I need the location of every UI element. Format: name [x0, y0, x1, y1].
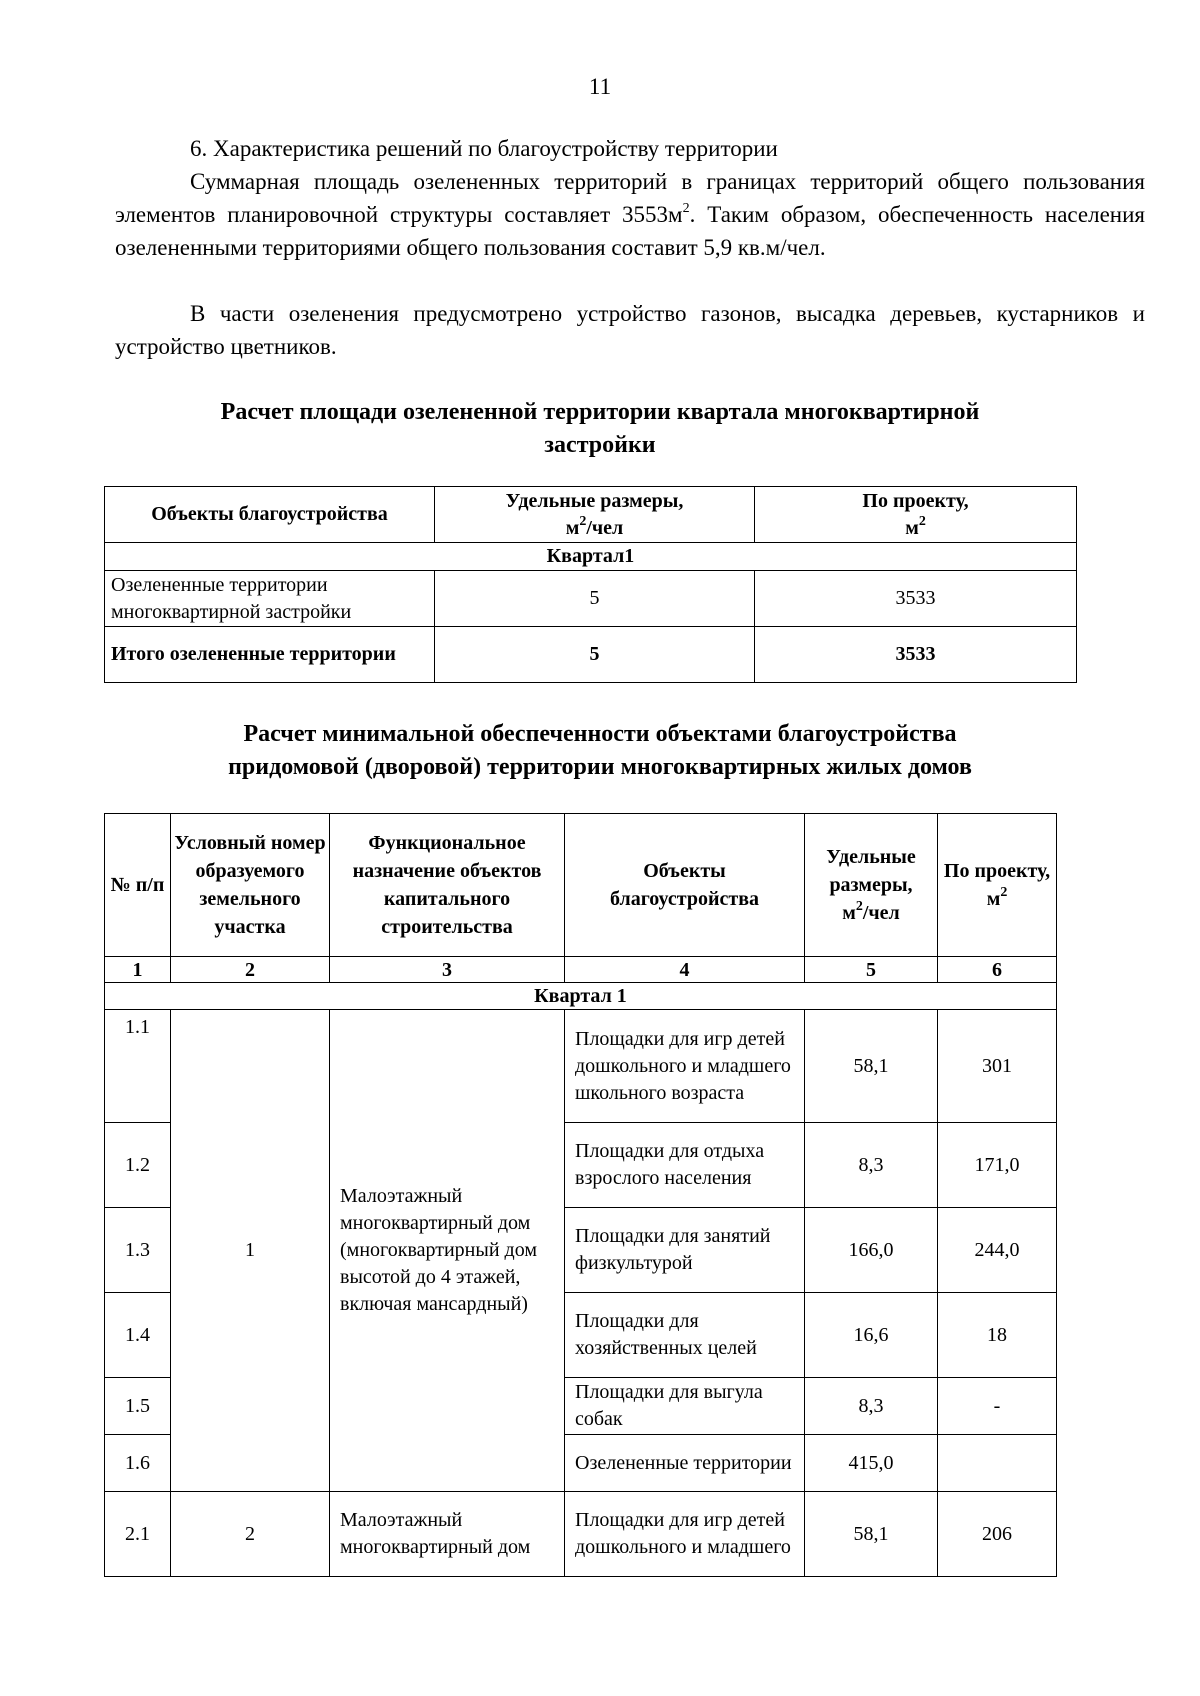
header-text: Удельные размеры, — [826, 846, 916, 896]
cell-project: - — [938, 1378, 1057, 1435]
cell-object: Площадки для игр детей дошкольного и младшего — [565, 1492, 805, 1577]
cell-number: 1.6 — [105, 1435, 171, 1492]
cell-object: Площадки для игр детей дошкольного и младшего школьного возраста — [565, 1010, 805, 1123]
header-objects: Объекты благоустройства — [105, 487, 435, 543]
table-total-row — [105, 627, 1077, 683]
cell-plot-number: 2 — [171, 1492, 330, 1577]
cell-number: 2.1 — [105, 1492, 171, 1577]
cell-project: 3533 — [755, 627, 1077, 683]
header-function: Функциональное назначение объектов капитального строительства — [330, 814, 565, 957]
cell-project — [938, 1435, 1057, 1492]
header-number: № п/п — [105, 814, 171, 957]
header-plot-number: Условный номер образуемого земельного участка — [171, 814, 330, 957]
header-unit-tail: /чел — [862, 902, 900, 924]
cell-object: Площадки для выгула собак — [565, 1378, 805, 1435]
header-unit: м — [842, 902, 856, 924]
cell-object: Озелененные территории многоквартирной застройки — [105, 571, 435, 627]
cell-specific: 58,1 — [805, 1010, 938, 1123]
group-row — [105, 983, 1057, 1010]
cell-number: 1.2 — [105, 1123, 171, 1208]
cell-specific: 415,0 — [805, 1435, 938, 1492]
cell-project: 301 — [938, 1010, 1057, 1123]
cell-specific: 166,0 — [805, 1208, 938, 1293]
cell-project: 171,0 — [938, 1123, 1057, 1208]
table-header-row — [105, 487, 1077, 543]
cell-number: 1.4 — [105, 1293, 171, 1378]
table1-title-line: застройки — [544, 432, 656, 458]
cell-number: 1.1 — [105, 1010, 171, 1123]
table-row — [105, 1492, 1057, 1577]
column-number: 3 — [330, 957, 565, 983]
amenities-table — [104, 813, 1057, 1577]
table2-title-line: Расчет минимальной обеспеченности объектами благоустройства — [243, 721, 957, 747]
column-number: 4 — [565, 957, 805, 983]
header-unit: м — [905, 516, 919, 539]
table-header-row — [105, 814, 1057, 957]
table-row — [105, 1010, 1057, 1123]
superscript: 2 — [682, 201, 690, 217]
superscript: 2 — [918, 513, 926, 529]
cell-object: Площадки для хозяйственных целей — [565, 1293, 805, 1378]
cell-function: Малоэтажный многоквартирный дом — [330, 1492, 565, 1577]
cell-specific: 8,3 — [805, 1123, 938, 1208]
cell-number: 1.3 — [105, 1208, 171, 1293]
column-number: 2 — [171, 957, 330, 983]
group-row — [105, 543, 1077, 571]
cell-object: Площадки для занятий физкультурой — [565, 1208, 805, 1293]
cell-project: 206 — [938, 1492, 1057, 1577]
header-specific-size — [435, 487, 755, 543]
header-text: По проекту, — [862, 489, 969, 512]
cell-plot-number: 1 — [171, 1010, 330, 1492]
cell-specific: 5 — [435, 571, 755, 627]
cell-object: Озелененные территории — [565, 1435, 805, 1492]
superscript: 2 — [1000, 885, 1008, 901]
section-heading: 6. Характеристика решений по благоустройству территории — [190, 136, 778, 161]
column-number: 1 — [105, 957, 171, 983]
header-text: Удельные размеры, — [505, 489, 684, 512]
header-project — [755, 487, 1077, 543]
table1-title-line: Расчет площади озелененной территории квартала многоквартирной — [220, 399, 980, 425]
cell-specific: 8,3 — [805, 1378, 938, 1435]
table2-title-line: придомовой (дворовой) территории многоквартирных жилых домов — [228, 754, 972, 780]
header-specific-size — [805, 814, 938, 957]
table1-title — [105, 396, 1095, 462]
header-unit-tail: /чел — [586, 516, 624, 539]
column-number-row — [105, 957, 1057, 983]
header-unit: м — [986, 888, 1001, 910]
paragraph-text: Суммарная площадь озелененных территорий в границах территорий общего пользования элементов планировочной структуры составляет 3553м — [115, 169, 1145, 227]
green-area-table — [104, 486, 1077, 683]
paragraph-green-area-summary — [115, 165, 1145, 264]
table2-title — [105, 718, 1095, 784]
superscript: 2 — [855, 899, 863, 915]
cell-specific: 5 — [435, 627, 755, 683]
page-number: 11 — [588, 74, 612, 99]
cell-project: 3533 — [755, 571, 1077, 627]
group-label: Квартал1 — [105, 543, 1077, 571]
column-number: 6 — [938, 957, 1057, 983]
header-objects: Объекты благоустройства — [565, 814, 805, 957]
cell-specific: 58,1 — [805, 1492, 938, 1577]
cell-object: Площадки для отдыха взрослого населения — [565, 1123, 805, 1208]
cell-project: 18 — [938, 1293, 1057, 1378]
superscript: 2 — [579, 513, 587, 529]
cell-project: 244,0 — [938, 1208, 1057, 1293]
header-text: По проекту, — [943, 860, 1051, 882]
group-label: Квартал 1 — [105, 983, 1057, 1010]
header-unit: м — [565, 516, 580, 539]
cell-number: 1.5 — [105, 1378, 171, 1435]
cell-function: Малоэтажный многоквартирный дом (многоквартирный дом высотой до 4 этажей, включая мансардный) — [330, 1010, 565, 1492]
cell-specific: 16,6 — [805, 1293, 938, 1378]
paragraph-text: . Таким образом, обеспеченность населения озелененными территориями общего пользования составит 5,9 кв.м/чел. — [115, 202, 1145, 260]
cell-object: Итого озелененные территории — [105, 627, 435, 683]
table-row — [105, 571, 1077, 627]
paragraph-landscaping: В части озеленения предусмотрено устройство газонов, высадка деревьев, кустарников и устройство цветников. — [115, 301, 1145, 359]
header-project — [938, 814, 1057, 957]
column-number: 5 — [805, 957, 938, 983]
